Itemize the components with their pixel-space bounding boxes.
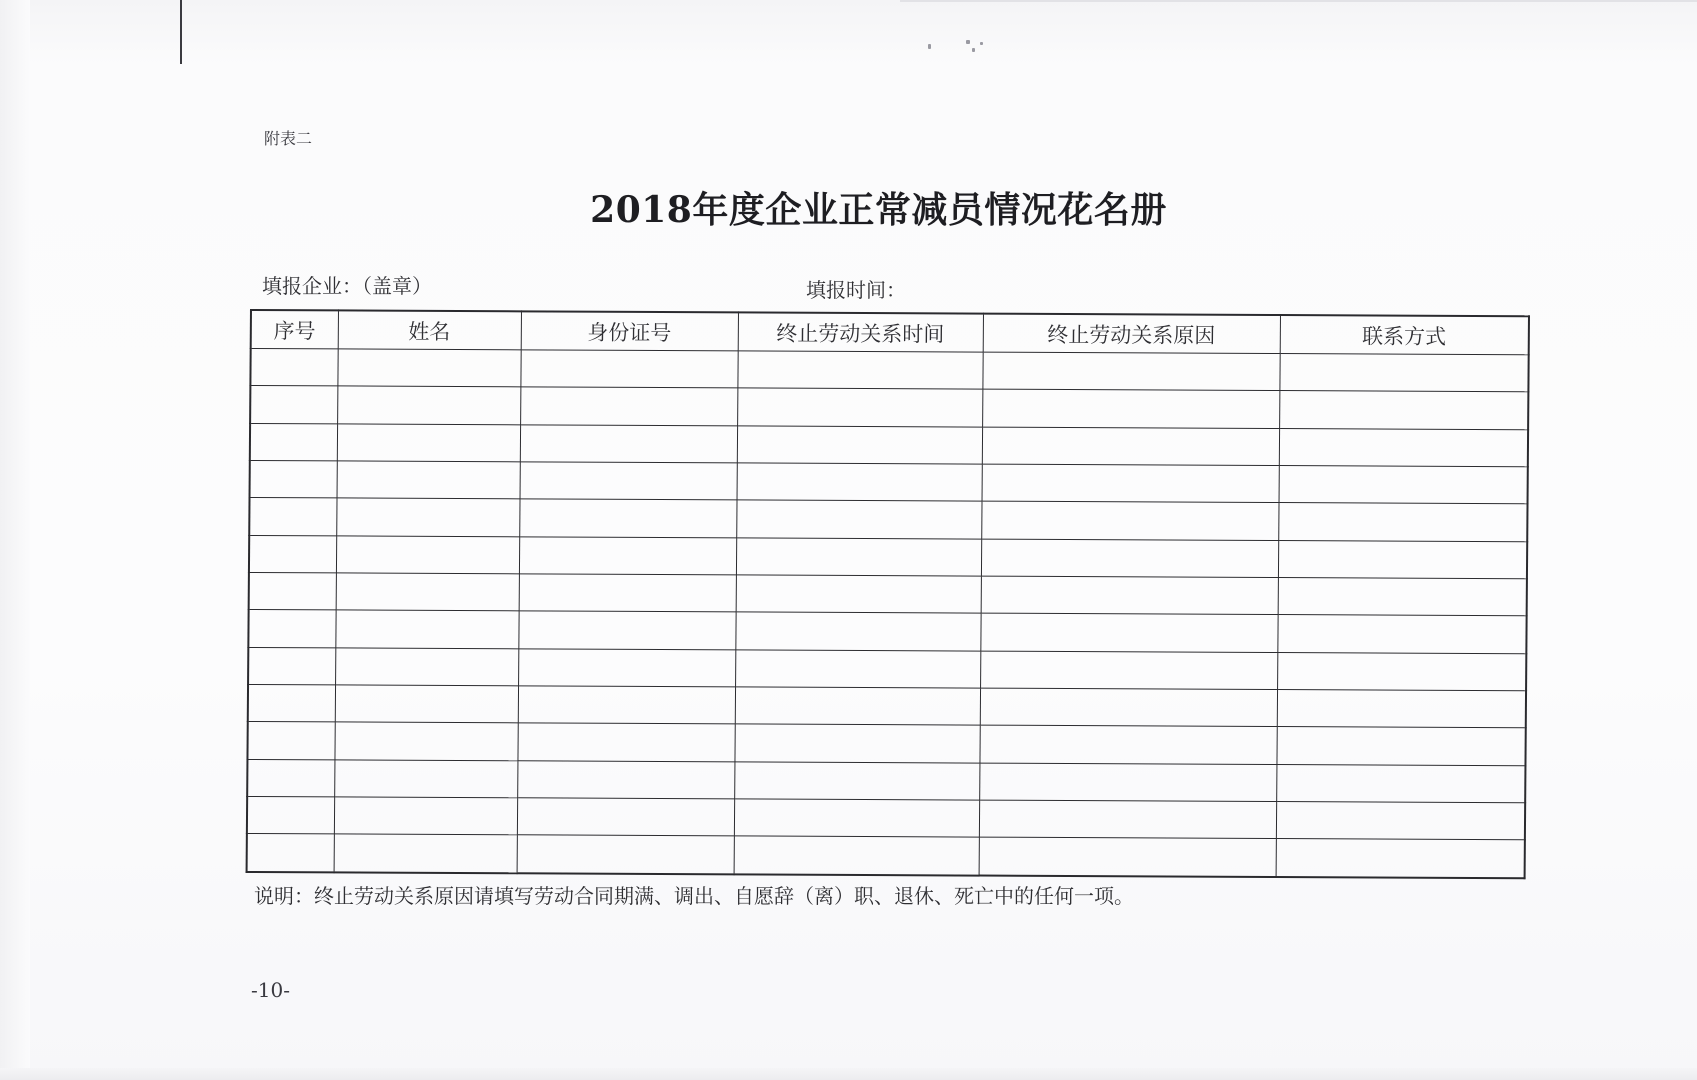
table-cell xyxy=(517,761,734,799)
table-cell xyxy=(734,762,979,801)
table-cell xyxy=(737,388,982,427)
table-row xyxy=(250,349,1528,393)
table-row xyxy=(247,797,1525,841)
table-cell xyxy=(249,498,336,536)
table-cell xyxy=(247,834,334,872)
table-row xyxy=(248,610,1526,654)
table-cell xyxy=(334,797,517,835)
header-termination-reason: 终止劳动关系原因 xyxy=(983,314,1280,354)
table-cell xyxy=(982,464,1279,503)
table-cell xyxy=(735,650,980,689)
table-row xyxy=(249,498,1527,542)
table-cell xyxy=(335,610,518,648)
table-cell xyxy=(981,539,1278,578)
table-cell xyxy=(334,722,517,760)
table-cell xyxy=(517,798,734,836)
table-cell xyxy=(518,649,735,687)
table-cell xyxy=(1279,354,1528,393)
table-cell xyxy=(979,763,1276,802)
table-cell xyxy=(736,575,981,614)
table-cell xyxy=(979,838,1276,877)
table-cell xyxy=(734,836,979,875)
page-number: -10- xyxy=(251,978,290,1002)
table-cell xyxy=(519,574,736,612)
table-cell xyxy=(1279,466,1528,505)
table-cell xyxy=(248,685,335,723)
table-cell xyxy=(980,688,1277,727)
table-cell xyxy=(737,426,982,465)
table-cell xyxy=(334,834,517,873)
table-cell xyxy=(737,463,982,502)
table-cell xyxy=(249,573,336,611)
roster-body xyxy=(247,349,1529,879)
table-cell xyxy=(250,461,337,499)
table-row xyxy=(247,722,1525,766)
table-cell xyxy=(337,386,520,424)
table-cell xyxy=(519,537,736,575)
table-cell xyxy=(1278,503,1527,542)
table-cell xyxy=(1276,764,1525,803)
table-row xyxy=(247,834,1525,878)
fill-time-label: 填报时间： xyxy=(806,278,906,302)
table-cell xyxy=(517,835,734,874)
table-cell xyxy=(520,425,737,463)
header-serial-number: 序号 xyxy=(251,310,338,349)
table-cell xyxy=(1278,540,1527,579)
table-cell xyxy=(250,423,337,461)
table-cell xyxy=(335,648,518,686)
header-termination-date: 终止劳动关系时间 xyxy=(738,312,983,352)
table-cell xyxy=(1278,578,1527,617)
table-cell xyxy=(1277,690,1526,729)
table-cell xyxy=(1276,727,1525,766)
table-cell xyxy=(734,724,979,763)
table-cell xyxy=(249,535,336,573)
table-cell xyxy=(1279,428,1528,467)
table-header-row xyxy=(251,310,1529,355)
table-cell xyxy=(979,726,1276,765)
table-cell xyxy=(334,760,517,798)
table-cell xyxy=(248,610,335,648)
table-cell xyxy=(337,349,520,387)
header-name: 姓名 xyxy=(338,310,521,349)
document-title: 2018年度企业正常减员情况花名册 xyxy=(590,189,1167,231)
table-cell xyxy=(982,352,1279,391)
table-cell xyxy=(734,799,979,838)
table-cell xyxy=(518,611,735,649)
table-cell xyxy=(336,498,519,536)
table-row xyxy=(247,759,1525,803)
table-cell xyxy=(737,351,982,390)
table-cell xyxy=(250,386,337,424)
table-cell xyxy=(980,651,1277,690)
table-cell xyxy=(1277,615,1526,654)
header-contact: 联系方式 xyxy=(1280,315,1529,355)
table-row xyxy=(250,461,1528,505)
table-cell xyxy=(337,461,520,499)
table-cell xyxy=(520,350,737,388)
table-row xyxy=(249,535,1527,579)
table-cell xyxy=(1277,652,1526,691)
table-row xyxy=(250,423,1528,467)
table-cell xyxy=(735,687,980,726)
table-cell xyxy=(1276,802,1525,841)
table-cell xyxy=(247,797,334,835)
table-cell xyxy=(981,501,1278,540)
table-cell xyxy=(518,686,735,724)
table-cell xyxy=(248,647,335,685)
page-top-edge xyxy=(900,0,1697,2)
table-cell xyxy=(520,462,737,500)
table-row xyxy=(248,647,1526,691)
table-cell xyxy=(981,576,1278,615)
table-cell xyxy=(735,612,980,651)
page-left-edge xyxy=(0,0,30,1080)
table-cell xyxy=(336,536,519,574)
table-cell xyxy=(519,499,736,537)
table-cell xyxy=(979,800,1276,839)
attachment-label: 附表二 xyxy=(264,129,313,148)
header-id-number: 身份证号 xyxy=(521,311,738,351)
scan-artifact-line xyxy=(180,0,182,64)
scan-specks xyxy=(920,38,1000,58)
table-cell xyxy=(337,424,520,462)
table-cell xyxy=(736,500,981,539)
table-cell xyxy=(247,759,334,797)
table-cell xyxy=(250,349,337,387)
table-row xyxy=(249,573,1527,617)
fill-company-label: 填报企业：（盖章） xyxy=(262,274,432,298)
table-cell xyxy=(1279,391,1528,430)
table-cell xyxy=(980,613,1277,652)
table-cell xyxy=(520,387,737,425)
table-cell xyxy=(517,723,734,761)
page-bottom-edge xyxy=(0,1068,1697,1080)
table-cell xyxy=(335,685,518,723)
table-cell xyxy=(1276,839,1525,878)
table-cell xyxy=(336,573,519,611)
table-row xyxy=(250,386,1528,430)
table-cell xyxy=(247,722,334,760)
explanation-note: 说明：终止劳动关系原因请填写劳动合同期满、调出、自愿辞（离）职、退休、死亡中的任何一项。 xyxy=(254,884,1134,908)
table-cell xyxy=(736,538,981,577)
table-row xyxy=(248,685,1526,729)
table-cell xyxy=(982,389,1279,428)
roster-table xyxy=(246,309,1530,879)
table-cell xyxy=(982,427,1279,466)
